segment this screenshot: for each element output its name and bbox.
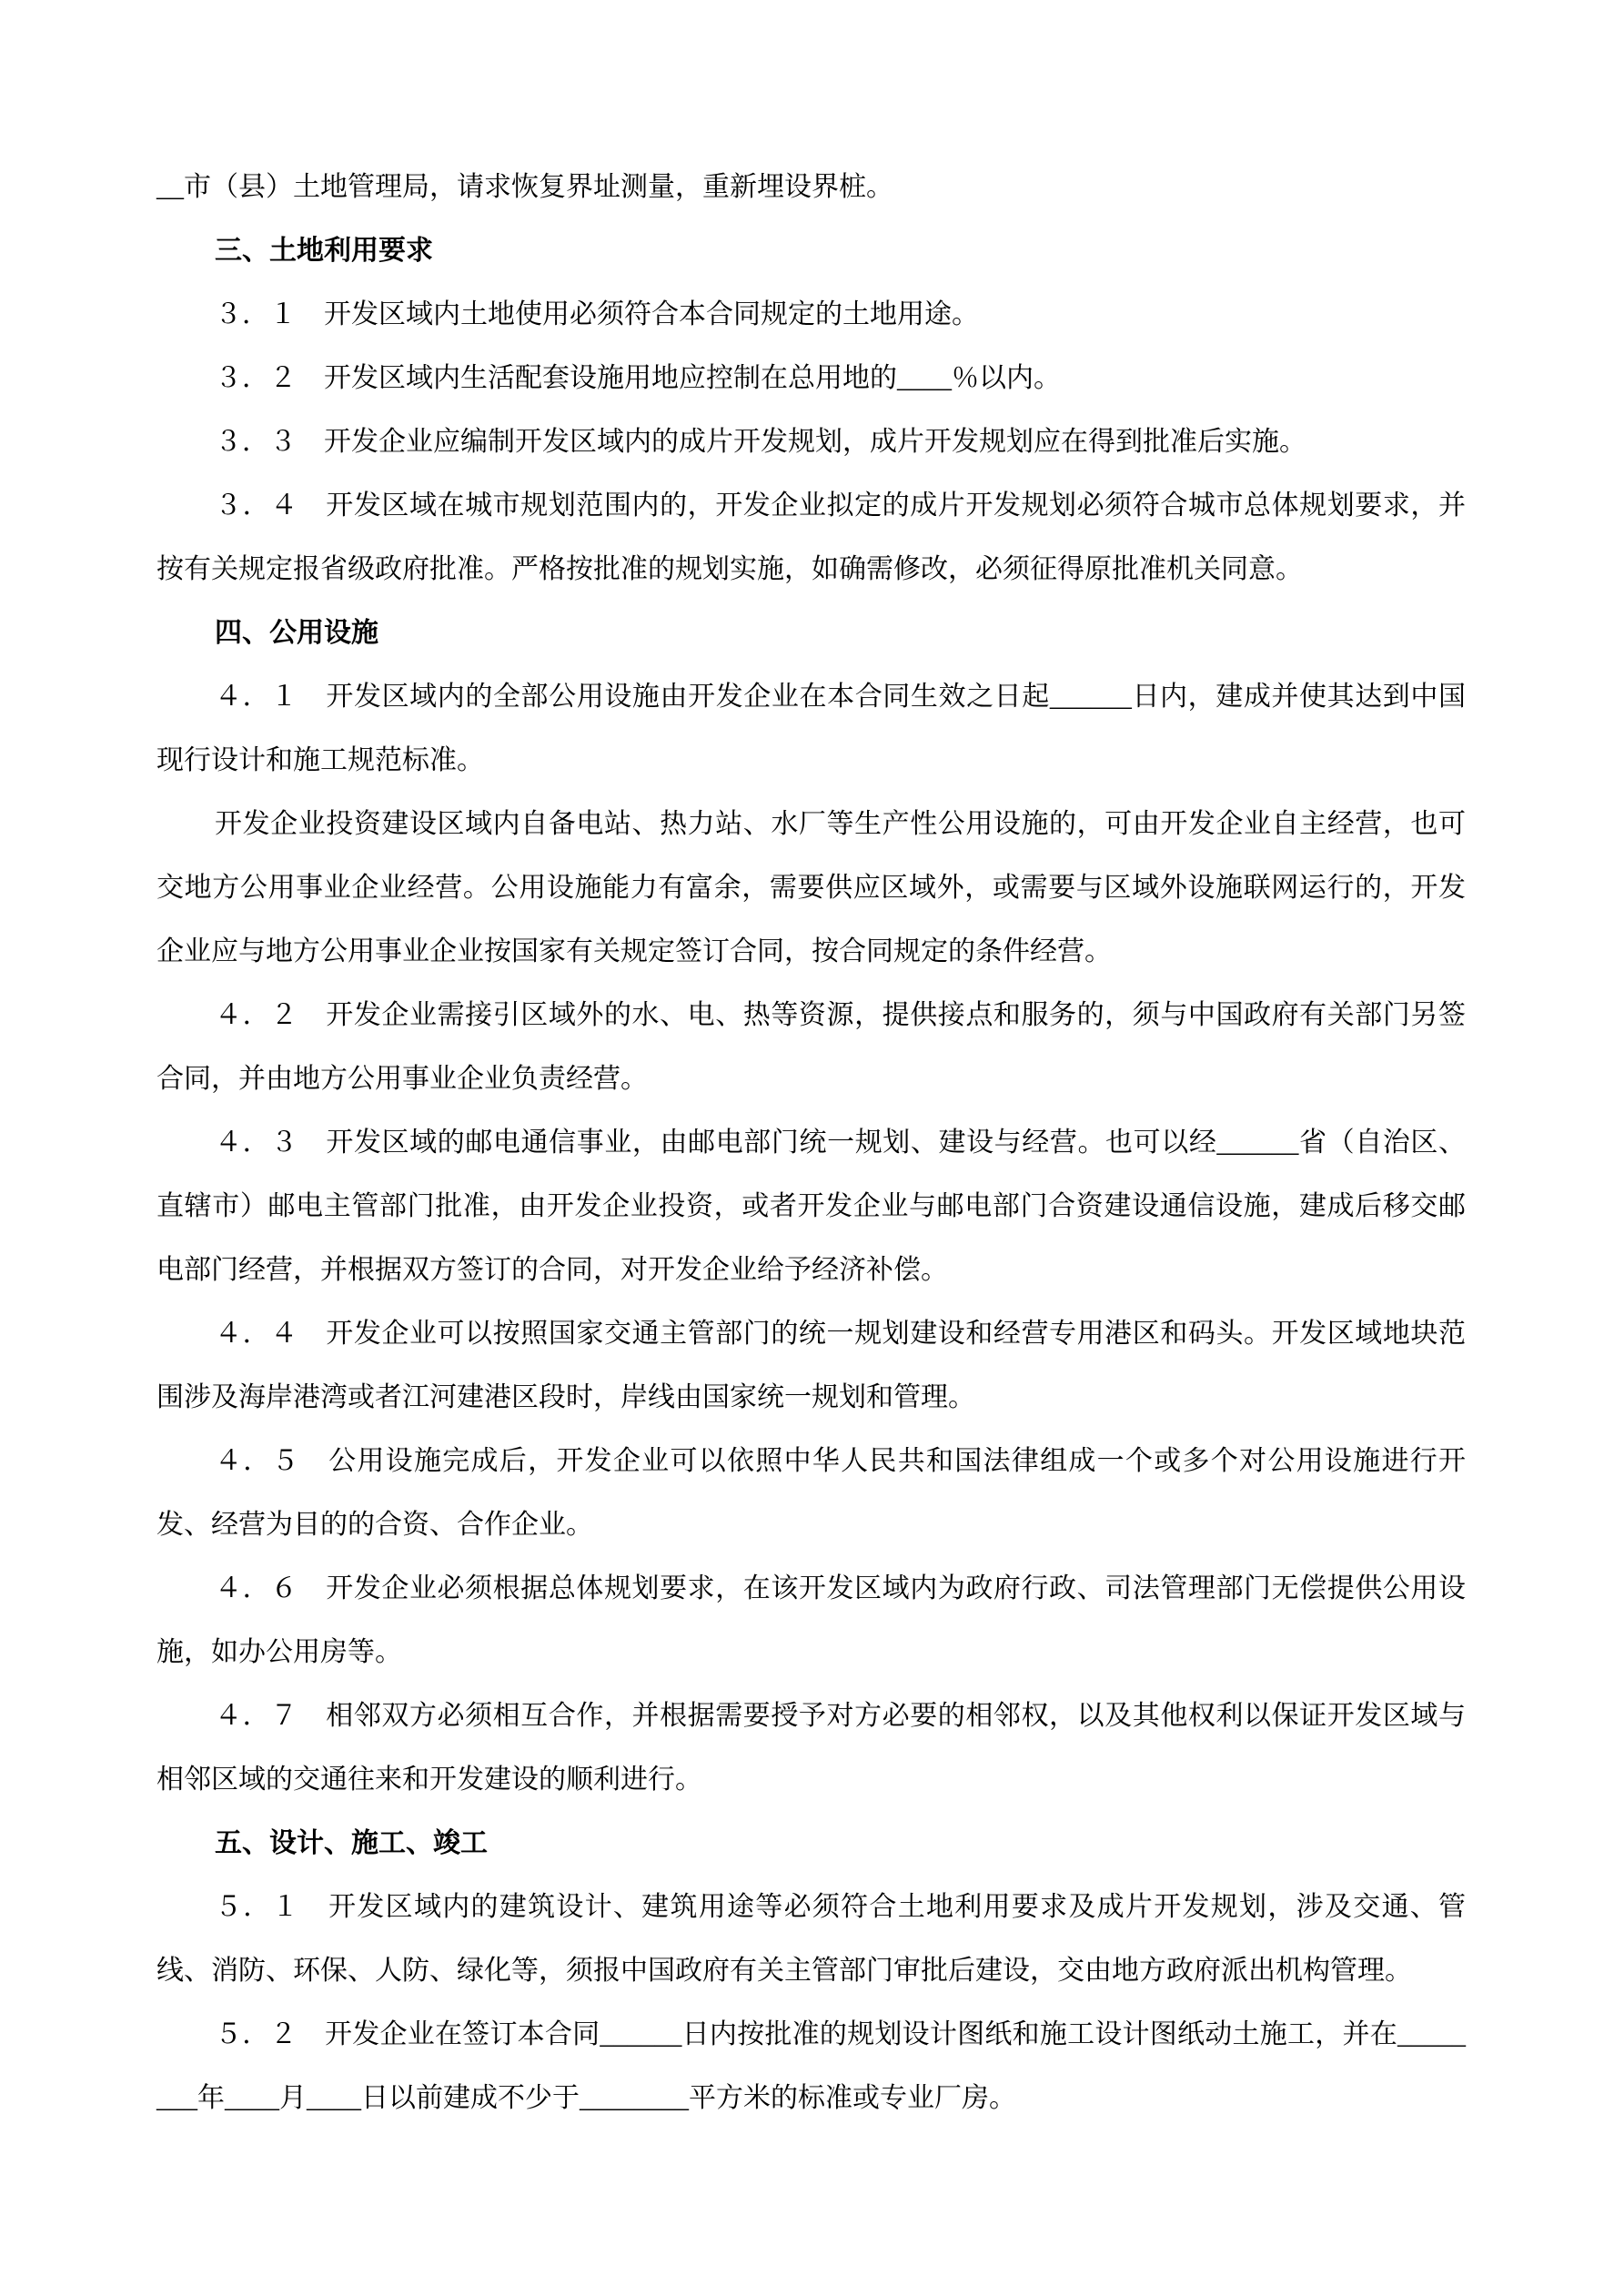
clause-5-2: ５．２ 开发企业在签订本合同______日内按批准的规划设计图纸和施工设计图纸动土施工，并在________年____月____日以前建成不少于________平方米的标准或专业厂房。 — [156, 2019, 1466, 2113]
clause-4-7: ４．７ 相邻双方必须相互合作，并根据需要授予对方必要的相邻权，以及其他权利以保证开发区域与相邻区域的交通往来和开发建设的顺利进行。 — [156, 1701, 1466, 1795]
heading-section-5-design-construction: 五、设计、施工、竣工 — [215, 1828, 488, 1858]
clause-4-1-second-paragraph: 开发企业投资建设区域内自备电站、热力站、水厂等生产性公用设施的，可由开发企业自主经营，也可交地方公用事业企业经营。公用设施能力有富余，需要供应区域外，或需要与区域外设施联网运行的，开发企业应与地方公用事业企业按国家有关规定签订合同，按合同规定的条件经营。 — [156, 809, 1466, 966]
clause-4-6: ４．６ 开发企业必须根据总体规划要求，在该开发区域内为政府行政、司法管理部门无偿提供公用设施，如办公用房等。 — [156, 1573, 1466, 1667]
clause-4-1: ４．１ 开发区域内的全部公用设施由开发企业在本合同生效之日起______日内，建成并使其达到中国现行设计和施工规范标准。 — [156, 682, 1466, 775]
clause-3-3: ３．３ 开发企业应编制开发区域内的成片开发规划，成片开发规划应在得到批准后实施。 — [215, 427, 1306, 457]
clause-4-4: ４．４ 开发企业可以按照国家交通主管部门的统一规划建设和经营专用港区和码头。开发区域地块范围涉及海岸港湾或者江河建港区段时，岸线由国家统一规划和管理。 — [156, 1319, 1466, 1412]
clause-3-4: ３．４ 开发区域在城市规划范围内的，开发企业拟定的成片开发规划必须符合城市总体规划要求，并按有关规定报省级政府批准。严格按批准的规划实施，如确需修改，必须征得原批准机关同意。 — [156, 491, 1466, 584]
clause-4-3: ４．３ 开发区域的邮电通信事业，由邮电部门统一规划、建设与经营。也可以经______省（自治区、直辖市）邮电主管部门批准，由开发企业投资，或者开发企业与邮电部门合资建设通信设施，建成后移交邮电部门经营，并根据双方签订的合同，对开发企业给予经济补偿。 — [156, 1128, 1466, 1285]
heading-section-3-land-use: 三、土地利用要求 — [215, 236, 433, 266]
clause-3-2: ３．２ 开发区域内生活配套设施用地应控制在总用地的____％以内。 — [215, 363, 1061, 393]
heading-section-4-public-facilities: 四、公用设施 — [215, 618, 378, 648]
clause-3-1: ３．１ 开发区域内土地使用必须符合本合同规定的土地用途。 — [215, 299, 979, 329]
document-content — [156, 156, 1466, 2130]
clause-4-5: ４．５ 公用设施完成后，开发企业可以依照中华人民共和国法律组成一个或多个对公用设施进行开发、经营为目的的合资、合作企业。 — [156, 1446, 1466, 1540]
clause-5-1: ５．１ 开发区域内的建筑设计、建筑用途等必须符合土地利用要求及成片开发规划，涉及交通、管线、消防、环保、人防、绿化等，须报中国政府有关主管部门审批后建设，交由地方政府派出机构管理。 — [156, 1892, 1466, 1986]
clause-4-2: ４．２ 开发企业需接引区域外的水、电、热等资源，提供接点和服务的，须与中国政府有关部门另签合同，并由地方公用事业企业负责经营。 — [156, 1000, 1466, 1094]
clause-continuation-boundary-survey: __市（县）土地管理局，请求恢复界址测量，重新埋设界桩。 — [156, 172, 893, 202]
